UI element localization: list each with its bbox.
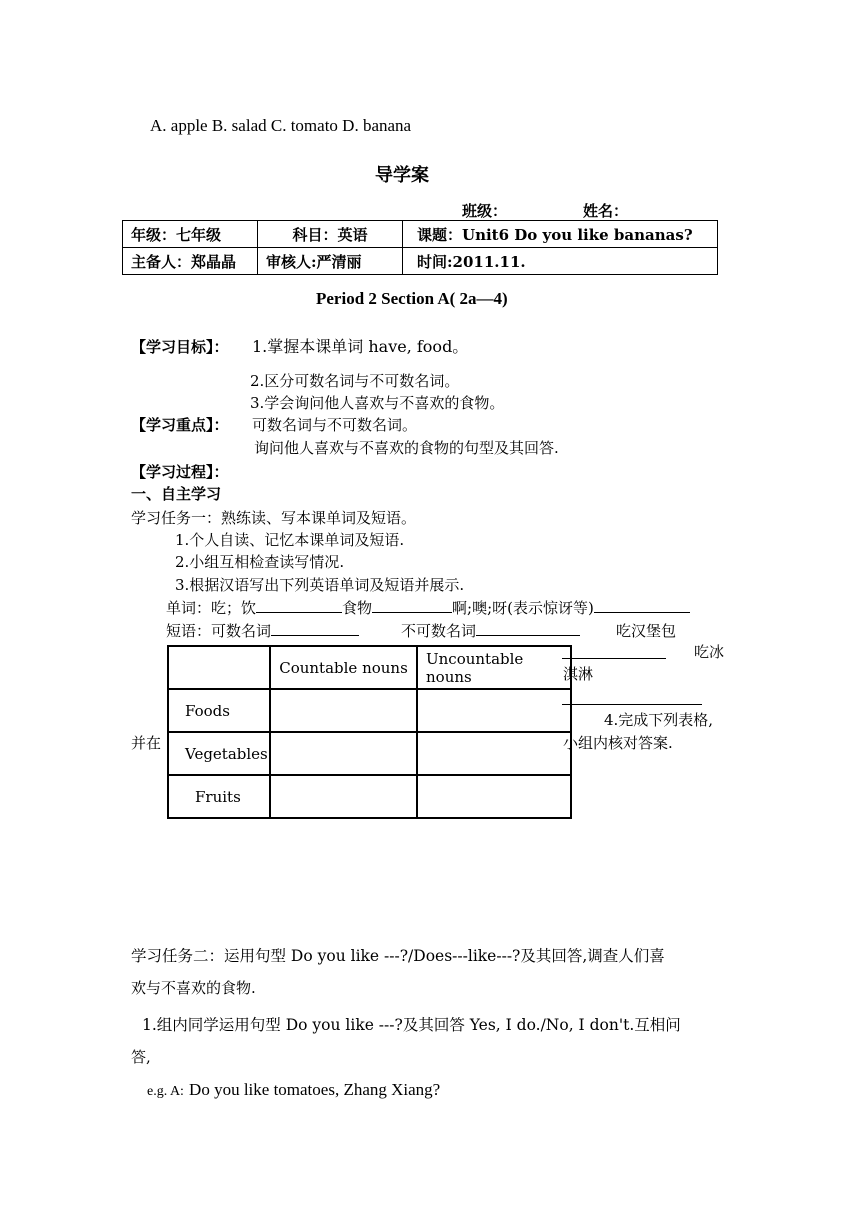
info-row (123, 248, 718, 275)
keypoint-item: 可数名词与不可数名词。 (252, 416, 418, 434)
phrases-line (166, 620, 676, 641)
table-row (168, 689, 571, 732)
process-label: 【学习过程】： (131, 463, 229, 481)
answer-cell[interactable] (270, 689, 417, 732)
header-uncountable: Uncountable nouns (417, 646, 571, 689)
words-prefix: 单词：吃；饮 (166, 599, 257, 617)
info-cell-preparer: 主备人：郑晶晶 (123, 248, 258, 275)
info-cell-grade: 年级：七年级 (123, 221, 258, 248)
noun-table-header (168, 646, 571, 689)
objective-item: 3.学会询问他人喜欢与不喜欢的食物。 (250, 394, 505, 412)
table-row (168, 732, 571, 775)
objective-item: 2.区分可数名词与不可数名词。 (250, 372, 460, 390)
example-line (147, 1080, 440, 1100)
class-label: 班级： (462, 202, 508, 220)
task2-line2: 欢与不喜欢的食物. (131, 979, 256, 997)
eat-ice-text: 吃冰 (694, 643, 725, 661)
info-cell-topic: 课题：Unit6 Do you like bananas? (403, 221, 718, 248)
task1-step4: 4.完成下列表格, (604, 711, 714, 729)
header-countable: Countable nouns (270, 646, 417, 689)
task1-step4-cont: 小组内核对答案. (563, 734, 673, 752)
example-text: Do you like tomatoes, Zhang Xiang? (189, 1080, 441, 1099)
answer-cell[interactable] (270, 775, 417, 818)
info-cell-date: 时间:2011.11. (403, 248, 718, 275)
example-label: e.g. A: (147, 1084, 184, 1099)
noun-table (167, 645, 572, 819)
left-fragment: 并在 (131, 734, 162, 752)
row-label-foods: Foods (168, 689, 270, 732)
answer-cell[interactable] (417, 732, 571, 775)
row-label-vegetables: Vegetables (168, 732, 270, 775)
phrases-uncountable: 不可数名词 (401, 622, 477, 640)
answer-cell[interactable] (270, 732, 417, 775)
row-label-fruits: Fruits (168, 775, 270, 818)
task2-step1-cont: 答, (131, 1048, 151, 1066)
blank-line (256, 598, 342, 613)
answer-cell[interactable] (417, 775, 571, 818)
task2-step1: 1.组内同学运用句型 Do you like ---?及其回答 Yes, I do./No, I don't.互相问 (142, 1016, 681, 1034)
blank-line (372, 598, 452, 613)
info-cell-reviewer: 审核人:严清丽 (258, 248, 403, 275)
task1-title: 学习任务一：熟练读、写本课单词及短语。 (131, 509, 417, 527)
objective-item: 1.掌握本课单词 have, food。 (252, 337, 469, 356)
blank-line (476, 621, 580, 636)
info-table (122, 220, 718, 275)
task1-step: 2.小组互相检查读写情况. (175, 553, 345, 571)
words-line (166, 597, 690, 618)
info-row (123, 221, 718, 248)
blank-line (271, 621, 359, 636)
name-label: 姓名： (583, 202, 629, 220)
task1-step: 3.根据汉语写出下列英语单词及短语并展示. (175, 576, 465, 594)
document-title: 导学案 (375, 165, 429, 186)
words-food: 食物 (342, 599, 373, 617)
phrases-burger: 吃汉堡包 (616, 622, 677, 640)
objectives-label: 【学习目标】： (131, 338, 229, 356)
keypoint-item: 询问他人喜欢与不喜欢的食物的句型及其回答. (254, 439, 559, 457)
task1-step: 1.个人自读、记忆本课单词及短语. (175, 531, 405, 549)
answer-options: A. apple B. salad C. tomato D. banana (150, 116, 412, 135)
section-title: 一、自主学习 (131, 485, 222, 503)
blank-line (562, 704, 702, 705)
blank-line (562, 658, 666, 659)
words-oh: 啊;噢;呀(表示惊讶等) (452, 599, 594, 617)
header-cell-empty (168, 646, 270, 689)
phrases-prefix: 短语：可数名词 (166, 622, 272, 640)
keypoints-label: 【学习重点】： (131, 416, 229, 434)
ice-cream-text: 淇淋 (563, 665, 594, 683)
table-row (168, 775, 571, 818)
period-title: Period 2 Section A( 2a—4) (316, 289, 508, 308)
answer-cell[interactable] (417, 689, 571, 732)
blank-line (594, 598, 690, 613)
info-cell-subject: 科目：英语 (258, 221, 403, 248)
task2-line1: 学习任务二：运用句型 Do you like ---?/Does---like---?及其回答,调查人们喜 (131, 947, 665, 965)
